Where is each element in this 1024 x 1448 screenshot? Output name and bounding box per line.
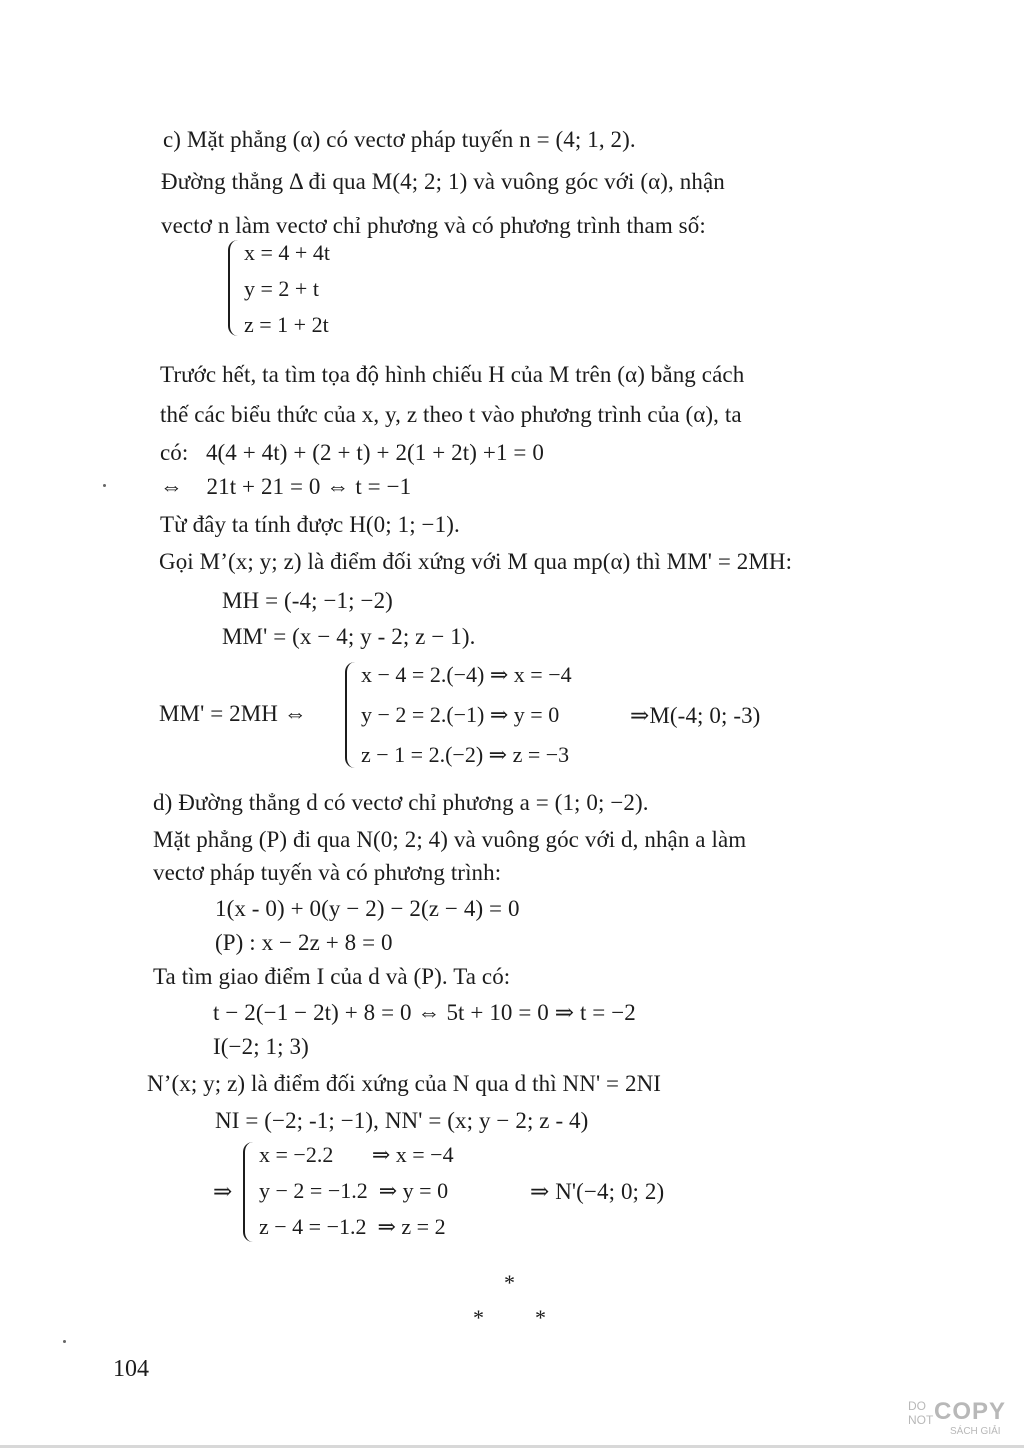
text-line: Gọi M’(x; y; z) là điểm đối xứng với M qua mp(α) thì MM' = 2MH: bbox=[159, 549, 793, 574]
parametric-system bbox=[228, 240, 428, 336]
text-line: I(−2; 1; 3) bbox=[213, 1034, 309, 1059]
text-line: MM' = 2MH ⇔ bbox=[159, 701, 307, 726]
equation-row: y = 2 + t bbox=[244, 276, 319, 301]
text-line: thế các biểu thức của x, y, z theo t vào phương trình của (α), ta bbox=[160, 402, 742, 427]
text-line: N’(x; y; z) là điểm đối xứng của N qua d thì NN' = 2NI bbox=[147, 1071, 662, 1096]
equation-row: x − 4 = 2.(−4) ⇒ x = −4 bbox=[361, 662, 572, 687]
brace bbox=[345, 662, 359, 768]
ornament-star: * bbox=[473, 1305, 484, 1330]
text-line: vectơ n làm vectơ chỉ phương và có phương trình tham số: bbox=[161, 213, 706, 238]
ornament-star: * bbox=[504, 1270, 515, 1295]
text-line: ⇒ N'(−4; 0; 2) bbox=[530, 1179, 665, 1204]
text-line: NI = (−2; -1; −1), NN' = (x; y − 2; z - 4) bbox=[215, 1108, 589, 1133]
text-line: 1(x - 0) + 0(y − 2) − 2(z − 4) = 0 bbox=[215, 896, 520, 921]
equation-row: y − 2 = 2.(−1) ⇒ y = 0 bbox=[361, 702, 560, 727]
equation-row: x = −2.2 ⇒ x = −4 bbox=[259, 1142, 454, 1167]
equation-row: y − 2 = −1.2 ⇒ y = 0 bbox=[259, 1178, 449, 1203]
text-line: Đường thẳng Δ đi qua M(4; 2; 1) và vuông góc với (α), nhận bbox=[161, 169, 725, 194]
text-line: ⇒M(-4; 0; -3) bbox=[630, 703, 761, 728]
brace bbox=[228, 240, 242, 336]
stamp-do: DO bbox=[908, 1399, 926, 1413]
text-line: t − 2(−1 − 2t) + 8 = 0 ⇔ 5t + 10 = 0 ⇒ t = −2 bbox=[213, 1000, 636, 1025]
stamp-not: NOT bbox=[908, 1413, 934, 1427]
text-line: Từ đây ta tính được H(0; 1; −1). bbox=[160, 512, 460, 537]
symmetric-point-system bbox=[243, 1142, 533, 1242]
stamp-copy: COPY bbox=[934, 1398, 1007, 1425]
watermark-stamp bbox=[906, 1398, 1016, 1442]
text-line: d) Đường thẳng d có vectơ chỉ phương a = (1; 0; −2). bbox=[153, 790, 649, 815]
equation-row: x = 4 + 4t bbox=[244, 240, 330, 265]
text-line: ⇒ bbox=[213, 1179, 233, 1204]
text-line: Ta tìm giao điểm I của d và (P). Ta có: bbox=[153, 964, 511, 989]
speck bbox=[63, 1340, 66, 1343]
text-line: (P) : x − 2z + 8 = 0 bbox=[215, 930, 393, 955]
text-line: vectơ pháp tuyến và có phương trình: bbox=[153, 860, 502, 885]
text-line: Mặt phẳng (P) đi qua N(0; 2; 4) và vuông góc với d, nhận a làm bbox=[153, 827, 747, 852]
text-line: ⇔ 21t + 21 = 0 ⇔ t = −1 bbox=[160, 474, 412, 499]
text-line: MH = (-4; −1; −2) bbox=[222, 588, 393, 613]
text-line: c) Mặt phẳng (α) có vectơ pháp tuyến n = (4; 1, 2). bbox=[163, 127, 636, 152]
symmetric-point-system bbox=[345, 662, 645, 768]
text-line: MM' = (x − 4; y - 2; z − 1). bbox=[222, 624, 476, 649]
ornament-star: * bbox=[535, 1305, 546, 1330]
brace bbox=[243, 1142, 257, 1242]
stamp-brand: SÁCH GIẢI bbox=[950, 1426, 1001, 1437]
page-number: 104 bbox=[113, 1356, 149, 1382]
equation-row: z − 4 = −1.2 ⇒ z = 2 bbox=[259, 1214, 446, 1239]
equation-row: z − 1 = 2.(−2) ⇒ z = −3 bbox=[361, 742, 570, 767]
text-line: có: 4(4 + 4t) + (2 + t) + 2(1 + 2t) +1 = 0 bbox=[160, 440, 544, 465]
speck bbox=[103, 484, 106, 487]
text-line: Trước hết, ta tìm tọa độ hình chiếu H của M trên (α) bằng cách bbox=[160, 362, 745, 387]
equation-row: z = 1 + 2t bbox=[244, 312, 329, 337]
